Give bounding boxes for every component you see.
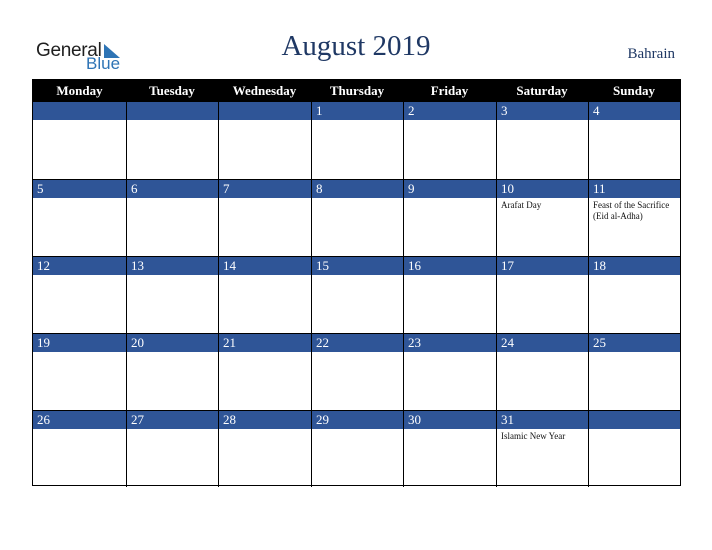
- day-cell[interactable]: [218, 334, 311, 410]
- day-cell[interactable]: [403, 102, 496, 179]
- week-row: [33, 333, 680, 410]
- day-number: 3: [501, 103, 508, 118]
- weekday-monday: Monday: [56, 83, 103, 98]
- week-row: [33, 179, 680, 256]
- day-number: 12: [37, 258, 50, 273]
- holiday-label: Feast of the Sacrifice (Eid al-Adha): [593, 200, 670, 221]
- day-number: 28: [223, 412, 236, 427]
- weekday-thursday: Thursday: [329, 83, 385, 98]
- day-cell[interactable]: [33, 257, 126, 333]
- day-number: 25: [593, 335, 606, 350]
- day-number: 17: [501, 258, 514, 273]
- day-cell[interactable]: [311, 180, 403, 256]
- day-number: 26: [37, 412, 50, 427]
- day-cell[interactable]: [403, 411, 496, 487]
- day-cell[interactable]: [33, 334, 126, 410]
- day-number: 16: [408, 258, 421, 273]
- week-row: [33, 102, 680, 179]
- day-number: 14: [223, 258, 236, 273]
- day-cell[interactable]: [588, 257, 680, 333]
- day-cell[interactable]: [588, 180, 680, 256]
- day-number: 8: [316, 181, 323, 196]
- weekday-wednesday: Wednesday: [232, 83, 297, 98]
- day-cell[interactable]: [311, 411, 403, 487]
- day-number: 1: [316, 103, 323, 118]
- day-number: 27: [131, 412, 144, 427]
- logo-text-general: General: [36, 40, 102, 61]
- day-number: 24: [501, 335, 514, 350]
- day-cell[interactable]: [126, 411, 218, 487]
- day-cell[interactable]: [403, 180, 496, 256]
- week-row: [33, 256, 680, 333]
- day-cell[interactable]: [496, 334, 588, 410]
- day-number: 31: [501, 412, 514, 427]
- day-number: 15: [316, 258, 329, 273]
- day-number: 7: [223, 181, 230, 196]
- calendar-grid: [32, 79, 681, 486]
- weekday-header-row: [33, 80, 680, 102]
- day-cell[interactable]: [33, 180, 126, 256]
- day-number: 30: [408, 412, 421, 427]
- country-label: Bahrain: [627, 46, 675, 62]
- day-number: 29: [316, 412, 329, 427]
- day-number: 4: [593, 103, 600, 118]
- day-number: 18: [593, 258, 606, 273]
- day-cell[interactable]: [218, 411, 311, 487]
- weekday-saturday: Saturday: [516, 83, 568, 98]
- day-cell[interactable]: [588, 102, 680, 179]
- day-cell[interactable]: [311, 334, 403, 410]
- day-cell[interactable]: [126, 257, 218, 333]
- day-cell[interactable]: [126, 102, 218, 179]
- weekday-sunday: Sunday: [613, 83, 655, 98]
- day-cell[interactable]: [33, 411, 126, 487]
- day-number: 11: [593, 181, 606, 196]
- day-cell[interactable]: [496, 411, 588, 487]
- day-cell[interactable]: [496, 180, 588, 256]
- weeks-container: [33, 102, 680, 487]
- day-cell[interactable]: [218, 102, 311, 179]
- holiday-label: Islamic New Year: [501, 431, 566, 441]
- week-row: [33, 410, 680, 487]
- day-number: 23: [408, 335, 421, 350]
- day-number: 5: [37, 181, 44, 196]
- weekday-friday: Friday: [430, 83, 469, 98]
- day-cell[interactable]: [311, 102, 403, 179]
- day-number: 21: [223, 335, 236, 350]
- day-cell[interactable]: [588, 411, 680, 487]
- day-number: 9: [408, 181, 415, 196]
- day-number: 2: [408, 103, 415, 118]
- day-number: 20: [131, 335, 144, 350]
- day-number: 19: [37, 335, 50, 350]
- day-cell[interactable]: [126, 180, 218, 256]
- day-cell[interactable]: [496, 257, 588, 333]
- day-number: 13: [131, 258, 144, 273]
- page-title: August 2019: [281, 30, 431, 62]
- day-cell[interactable]: [403, 257, 496, 333]
- day-cell[interactable]: [588, 334, 680, 410]
- logo-text-blue: Blue: [86, 54, 121, 73]
- day-cell[interactable]: [218, 180, 311, 256]
- day-cell[interactable]: [311, 257, 403, 333]
- day-cell[interactable]: [218, 257, 311, 333]
- day-cell[interactable]: [126, 334, 218, 410]
- day-cell[interactable]: [33, 102, 126, 179]
- day-cell[interactable]: [496, 102, 588, 179]
- holiday-label: Arafat Day: [501, 200, 542, 210]
- weekday-tuesday: Tuesday: [149, 83, 195, 98]
- day-number: 22: [316, 335, 329, 350]
- day-number: 6: [131, 181, 138, 196]
- day-cell[interactable]: [403, 334, 496, 410]
- day-number: 10: [501, 181, 514, 196]
